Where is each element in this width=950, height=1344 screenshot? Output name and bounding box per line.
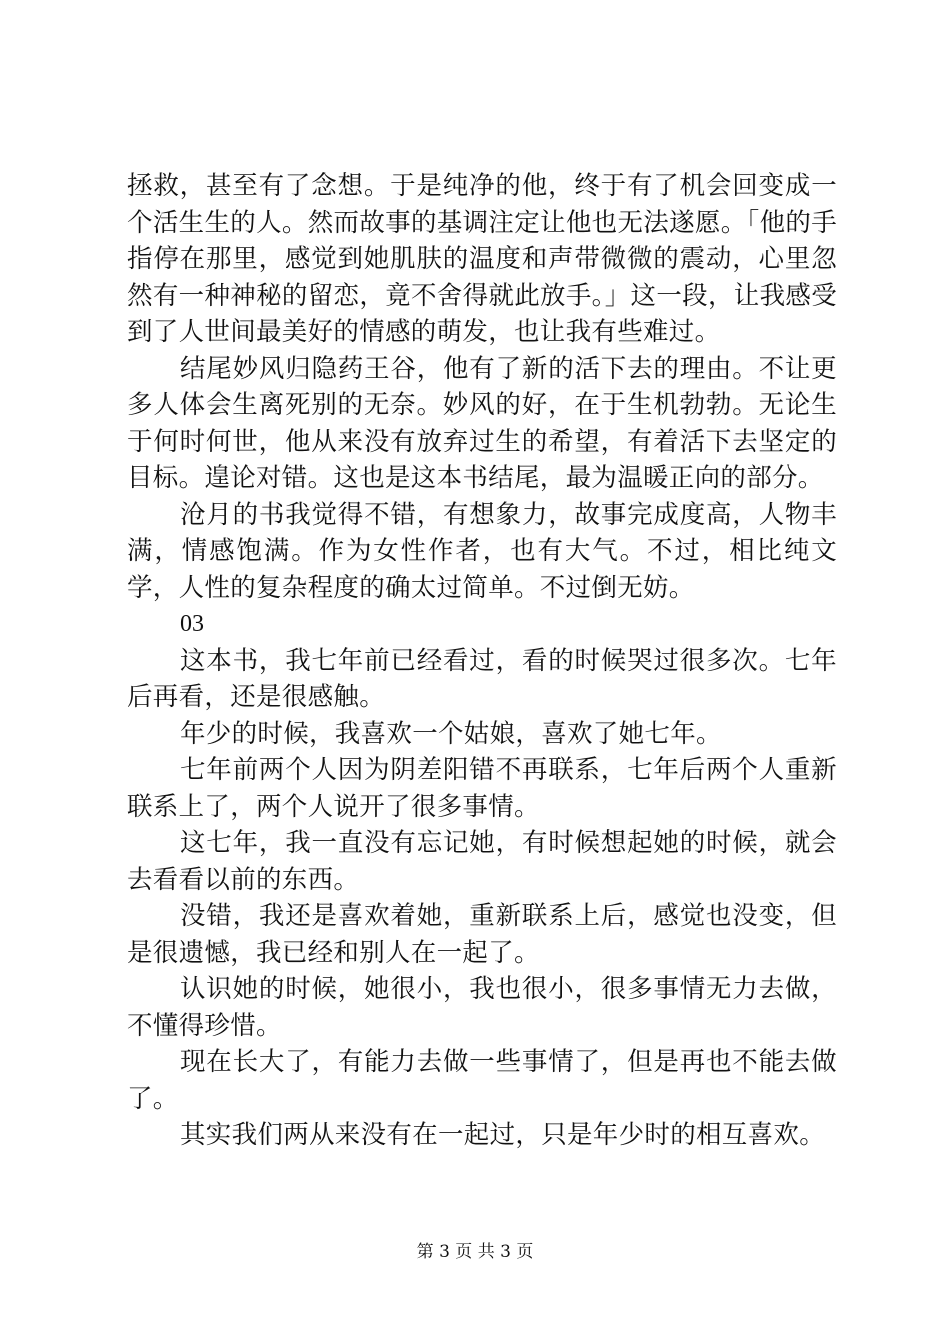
paragraph-reconnect: 七年前两个人因为阴差阳错不再联系，七年后两个人重新联系上了，两个人说开了很多事情。 — [127, 755, 837, 822]
paragraph-still-like: 没错，我还是喜欢着她，重新联系上后，感觉也没变，但是很遗憾，我已经和别人在一起了。 — [127, 901, 837, 968]
page-footer: 第 3 页 共 3 页 — [416, 1242, 534, 1262]
paragraph-continuation: 拯救，甚至有了念想。于是纯净的他，终于有了机会回变成一个活生生的人。然而故事的基调注定让他也无法遂愿。「他的手指停在那里，感觉到她肌肤的温度和声带微微的震动，心里忽然有一种神秘的留恋，竟不舍得就此放手。」这一段，让我感受到了人世间最美好的情感的萌发，也让我有些难过。 — [127, 171, 837, 347]
section-number: 03 — [180, 611, 204, 637]
document-body — [127, 168, 837, 1154]
paragraph-memory: 这七年，我一直没有忘记她，有时候想起她的时候，就会去看看以前的东西。 — [127, 828, 837, 895]
paragraph-reread: 这本书，我七年前已经看过，看的时候哭过很多次。七年后再看，还是很感触。 — [127, 645, 837, 712]
paragraph-young: 认识她的时候，她很小，我也很小，很多事情无力去做，不懂得珍惜。 — [127, 974, 837, 1041]
paragraph-conclusion: 其实我们两从来没有在一起过，只是年少时的相互喜欢。 — [180, 1120, 826, 1150]
paragraph-grown-up: 现在长大了，有能力去做一些事情了，但是再也不能去做了。 — [127, 1047, 837, 1114]
paragraph-ending-review: 结尾妙风归隐药王谷，他有了新的活下去的理由。不让更多人体会生离死别的无奈。妙风的好，在于生机勃勃。无论生于何时何世，他从来没有放弃过生的希望，有着活下去坚定的目标。遑论对错。这也是这本书结尾，最为温暖正向的部分。 — [127, 353, 837, 493]
paragraph-youth: 年少的时候，我喜欢一个姑娘，喜欢了她七年。 — [180, 718, 722, 749]
paragraph-author-opinion: 沧月的书我觉得不错，有想象力，故事完成度高，人物丰满，情感饱满。作为女性作者，也有大气。不过，相比纯文学，人性的复杂程度的确太过简单。不过倒无妨。 — [127, 499, 837, 603]
